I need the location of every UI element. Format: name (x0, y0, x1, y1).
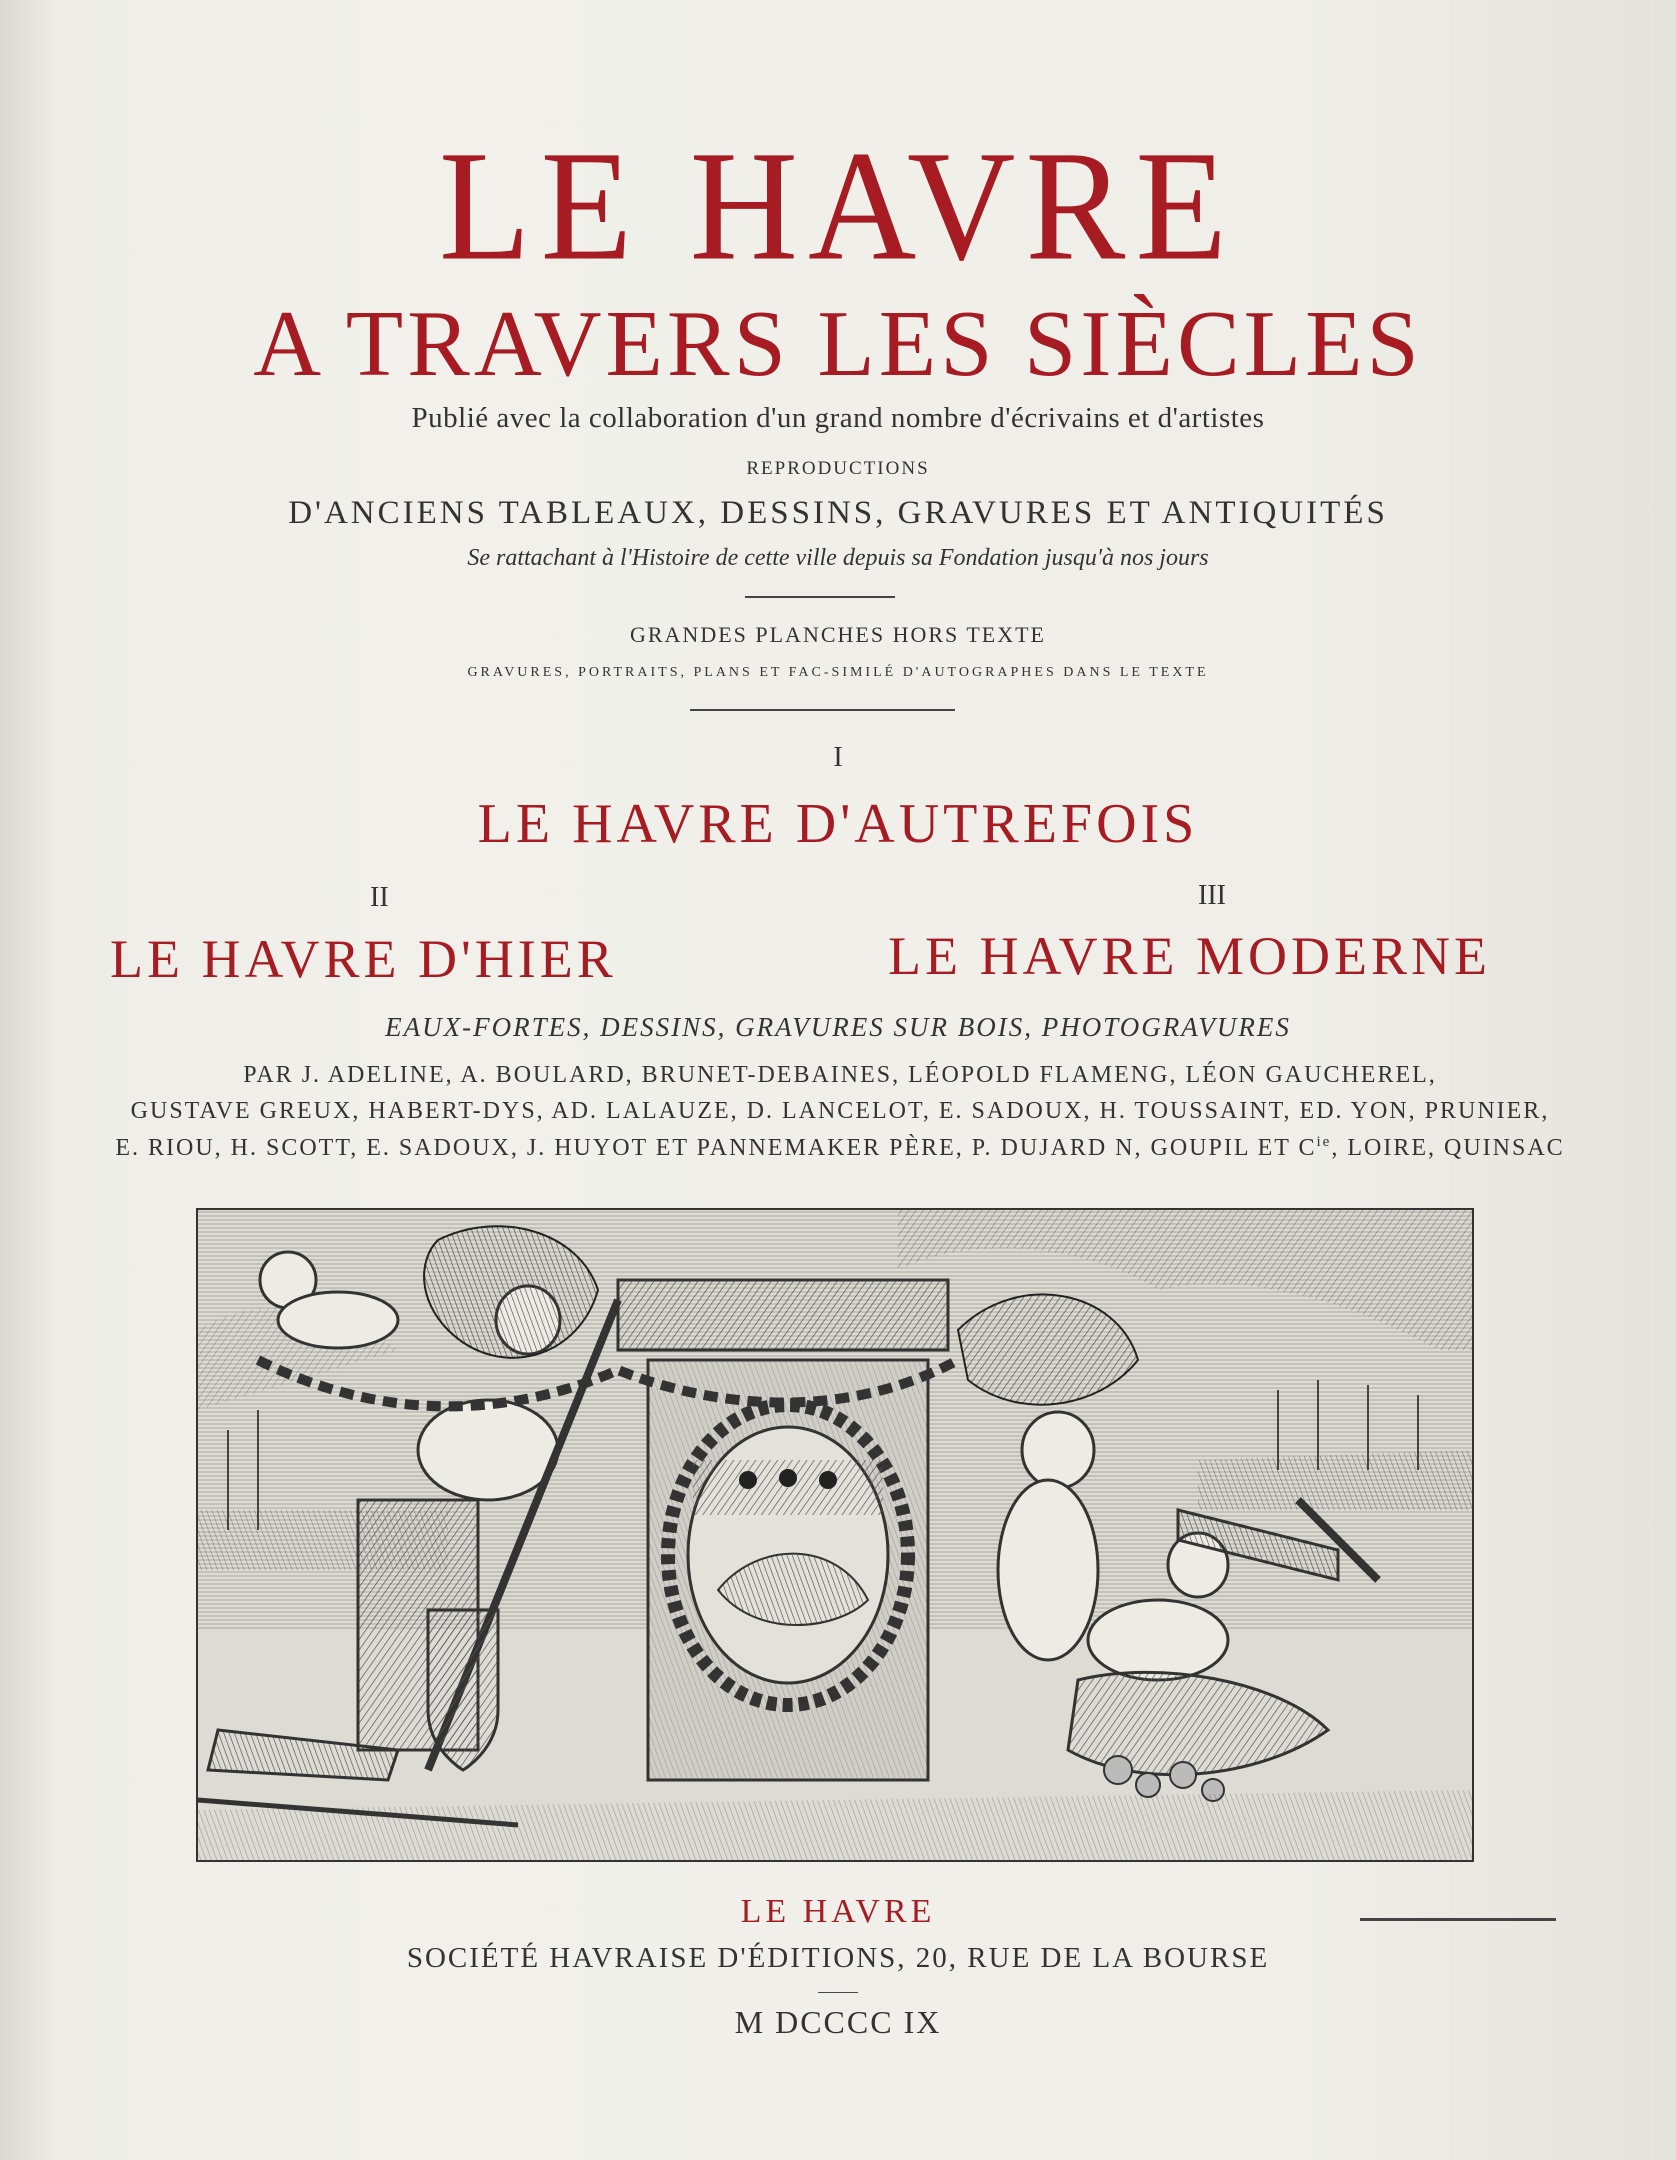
book-subtitle: A TRAVERS LES SIÈCLES (253, 292, 1423, 396)
plates-detail: GRAVURES, PORTRAITS, PLANS ET FAC-SIMILÉ D'AUTOGRAPHES DANS LE TEXTE (467, 665, 1209, 680)
book-title: LE HAVRE (438, 118, 1238, 294)
publication-note: Publié avec la collaboration d'un grand nombre d'écrivains et d'artistes (411, 402, 1265, 434)
arms-chief (693, 1460, 883, 1515)
imprint-place: LE HAVRE (740, 1893, 936, 1930)
harbour (1198, 1450, 1472, 1510)
part-title: LE HAVRE MODERNE (888, 926, 1491, 986)
artists-superscript: ie (1316, 1134, 1332, 1150)
part-number: I (833, 742, 843, 773)
divider (818, 1992, 858, 1993)
artists-line-text: E. RIOU, H. SCOTT, E. SADOUX, J. HUYOT ET PANNEMAKER PÈRE, P. DUJARD N, GOUPIL ET C (115, 1135, 1317, 1161)
reproductions-line: D'ANCIENS TABLEAUX, DESSINS, GRAVURES ET ANTIQUITÉS (288, 495, 1388, 531)
part-number: III (1198, 880, 1226, 911)
pedestal-top (618, 1280, 948, 1350)
frontispiece-engraving (196, 1208, 1474, 1862)
artists-line (110, 1134, 1570, 1162)
divider (745, 596, 895, 598)
artists-line: GUSTAVE GREUX, HABERT-DYS, AD. LALAUZE, D. LANCELOT, E. SADOUX, H. TOUSSAINT, ED. YON, PRUNIER, (130, 1098, 1550, 1124)
engraving-illustration (198, 1210, 1472, 1860)
artists-line-tail: , LOIRE, QUINSAC (1331, 1135, 1565, 1161)
part-number: II (370, 882, 389, 913)
artists-line: PAR J. ADELINE, A. BOULARD, BRUNET-DEBAINES, LÉOPOLD FLAMENG, LÉON GAUCHEREL, (243, 1062, 1437, 1088)
reproductions-heading: REPRODUCTIONS (746, 458, 930, 479)
shield-icon (428, 1610, 498, 1770)
plates-heading: GRANDES PLANCHES HORS TEXTE (629, 622, 1046, 647)
part-title: LE HAVRE D'AUTREFOIS (477, 793, 1199, 855)
divider (690, 709, 955, 711)
divider (1360, 1918, 1556, 1921)
illustrations-note: EAUX-FORTES, DESSINS, GRAVURES SUR BOIS, PHOTOGRAVURES (385, 1012, 1291, 1042)
part-title: LE HAVRE D'HIER (110, 929, 617, 989)
imprint-year: M DCCCC IX (734, 2004, 942, 2040)
imprint-publisher: SOCIÉTÉ HAVRAISE D'ÉDITIONS, 20, RUE DE LA BOURSE (406, 1942, 1270, 1974)
reproductions-detail: Se rattachant à l'Histoire de cette ville depuis sa Fondation jusqu'à nos jours (467, 545, 1209, 571)
